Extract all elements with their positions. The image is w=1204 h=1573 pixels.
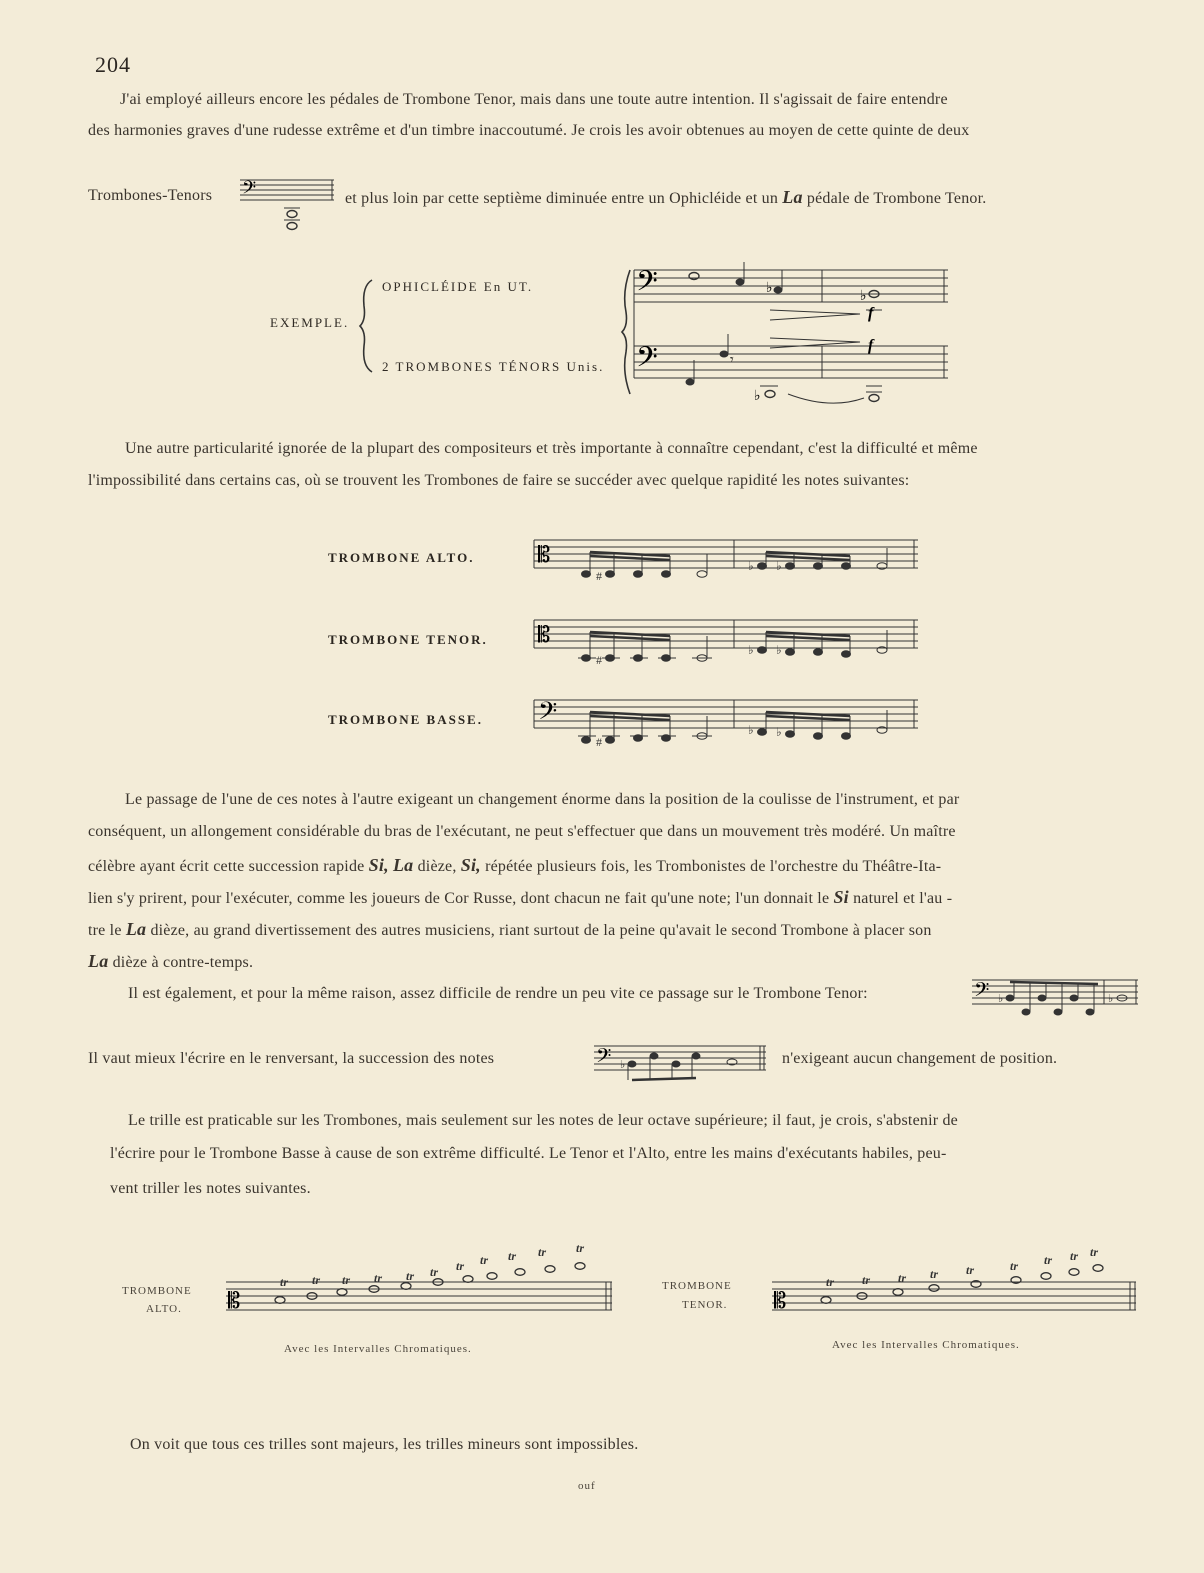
example1-staff2-label: 2 TROMBONES TÉNORS Unis.: [382, 359, 605, 374]
paragraph1-la: La: [782, 187, 803, 207]
paragraph3-line7: Il est également, et pour la même raison, assez difficile de rendre un peu vite ce passage sur le Trombone Tenor:: [128, 985, 868, 1002]
footer-mark: ouf: [578, 1480, 596, 1492]
paragraph3-line4b: naturel et l'au -: [853, 890, 953, 907]
svg-text:tr: tr: [374, 1271, 383, 1285]
svg-text:tr: tr: [280, 1275, 289, 1289]
example1-score: [620, 262, 952, 412]
svg-text:♭: ♭: [1108, 993, 1114, 1005]
trill-tenor-label-1: TROMBONE: [662, 1280, 732, 1292]
paragraph1-line1: J'ai employé ailleurs encore les pédales de Trombone Tenor, mais dans une toute autre intention. Il s'agissait de faire entendre: [120, 91, 948, 108]
svg-text:♭: ♭: [754, 389, 761, 404]
svg-text:♭: ♭: [998, 993, 1004, 1005]
svg-text:tr: tr: [480, 1253, 489, 1267]
svg-text:𝄡: 𝄡: [538, 623, 551, 648]
svg-text:♭: ♭: [860, 289, 867, 304]
svg-text:tr: tr: [966, 1263, 975, 1277]
example1-label: EXEMPLE.: [270, 315, 350, 330]
note-si-3: Si: [833, 887, 849, 907]
svg-text:tr: tr: [898, 1271, 907, 1285]
svg-text:𝄢: 𝄢: [974, 978, 990, 1006]
note-la-2: La: [125, 919, 147, 939]
paragraph3-line3c: répétée plusieurs fois, les Trombonistes de l'orchestre du Théâtre-Ita-: [485, 858, 942, 875]
svg-text:♭: ♭: [776, 559, 782, 573]
svg-text:tr: tr: [1010, 1259, 1019, 1273]
svg-text:♭: ♭: [776, 643, 782, 657]
note-la-1: La: [392, 855, 414, 875]
svg-text:tr: tr: [538, 1245, 547, 1259]
passage-staff: [970, 974, 1142, 1018]
svg-text:tr: tr: [508, 1249, 517, 1263]
trill-tenor-label-2: TENOR.: [682, 1299, 728, 1311]
trill-alto-label-1: TROMBONE: [122, 1285, 192, 1297]
example1-brace: [358, 276, 378, 376]
svg-text:𝄢: 𝄢: [538, 697, 558, 732]
paragraph2-line1: Une autre particularité ignorée de la plupart des compositeurs et très importante à connaître cependant, c'est la difficulté et même: [125, 440, 978, 457]
svg-text:𝄾: 𝄾: [730, 353, 734, 368]
svg-text:f: f: [868, 305, 874, 322]
svg-text:tr: tr: [456, 1259, 465, 1273]
svg-text:tr: tr: [862, 1273, 871, 1287]
svg-text:tr: tr: [342, 1273, 351, 1287]
trill-alto-label-2: ALTO.: [146, 1303, 182, 1315]
paragraph3-line4: [88, 887, 952, 908]
example2-alto-label: TROMBONE ALTO.: [328, 550, 475, 565]
paragraph3-line5b: dièze, au grand divertissement des autres musiciens, riant surtout de la peine qu'avait le second Trombone à placer son: [150, 922, 932, 939]
paragraph4-line3: vent triller les notes suivantes.: [110, 1180, 311, 1197]
paragraph1-line3-end: pédale de Trombone Tenor.: [806, 190, 987, 207]
paragraph3-line3b: dièze,: [417, 858, 457, 875]
paragraph3-line8b: n'exigeant aucun changement de position.: [782, 1050, 1058, 1067]
paragraph3-line5a: tre le: [88, 922, 122, 939]
paragraph1-line3-left: Trombones-Tenors: [88, 187, 213, 204]
paragraph1-line3-text: et plus loin par cette septième diminuée entre un Ophicléide et un: [345, 190, 779, 207]
paragraph3-line6: [88, 951, 253, 972]
reversed-staff: [592, 1040, 772, 1086]
svg-text:𝄢: 𝄢: [242, 178, 257, 203]
paragraph3-line6-text: dièze à contre-temps.: [112, 954, 254, 971]
svg-text:♭: ♭: [748, 559, 754, 573]
example2-basse-label: TROMBONE BASSE.: [328, 712, 483, 727]
trill-tenor-caption: Avec les Intervalles Chromatiques.: [832, 1339, 1020, 1351]
paragraph1-line3-right: [345, 187, 986, 208]
svg-text:♭: ♭: [748, 723, 754, 737]
svg-text:♭: ♭: [748, 643, 754, 657]
paragraph4-line2: l'écrire pour le Trombone Basse à cause de son extrême difficulté. Le Tenor et l'Alto, entre les mains d'exécutants habiles, peu-: [110, 1145, 947, 1162]
paragraph1-line2: des harmonies graves d'une rudesse extrême et d'un timbre inaccoutumé. Je crois les avoir obtenues au moyen de cette quinte de deux: [88, 122, 970, 139]
svg-text:#: #: [596, 569, 602, 583]
svg-text:#: #: [596, 653, 602, 667]
paragraph4-line1: Le trille est praticable sur les Trombones, mais seulement sur les notes de leur octave supérieure; il faut, je crois, s'abstenir de: [128, 1112, 958, 1129]
page-number: 204: [95, 52, 131, 77]
paragraph3-line2: conséquent, un allongement considérable du bras de l'exécutant, ne peut s'effectuer que dans un mouvement très modéré. Un maître: [88, 823, 956, 840]
trill-tenor-staff: [770, 1246, 1140, 1320]
trill-alto-caption: Avec les Intervalles Chromatiques.: [284, 1343, 472, 1355]
svg-text:tr: tr: [312, 1273, 321, 1287]
svg-text:𝄢: 𝄢: [636, 341, 658, 381]
svg-text:f: f: [868, 337, 874, 354]
svg-text:♭: ♭: [776, 725, 782, 739]
paragraph3-line3a: célèbre ayant écrit cette succession rapide: [88, 858, 365, 875]
note-si-1: Si,: [368, 855, 389, 875]
svg-text:𝄡: 𝄡: [538, 543, 551, 568]
svg-text:𝄢: 𝄢: [636, 265, 658, 305]
paragraph2-line2: l'impossibilité dans certains cas, où se trouvent les Trombones de faire se succéder avec quelque rapidité les notes suivantes:: [88, 472, 910, 489]
svg-text:♭: ♭: [766, 281, 773, 296]
svg-text:𝄡: 𝄡: [774, 1289, 787, 1314]
note-la-3: La: [88, 951, 109, 971]
svg-text:tr: tr: [1070, 1249, 1079, 1263]
fifth-staff: [240, 176, 336, 232]
svg-text:tr: tr: [1044, 1253, 1053, 1267]
note-si-2: Si,: [460, 855, 481, 875]
svg-text:tr: tr: [430, 1265, 439, 1279]
paragraph3-line3: [88, 855, 941, 876]
example1-staff1-label: OPHICLÉIDE En UT.: [382, 279, 534, 294]
svg-text:tr: tr: [406, 1269, 415, 1283]
paragraph3-line1: Le passage de l'une de ces notes à l'autre exigeant un changement énorme dans la position de la coulisse de l'instrument, et par: [125, 791, 960, 808]
svg-text:tr: tr: [826, 1275, 835, 1289]
svg-text:tr: tr: [1090, 1245, 1099, 1259]
paragraph3-line8a: Il vaut mieux l'écrire en le renversant, la succession des notes: [88, 1050, 495, 1067]
svg-text:tr: tr: [930, 1267, 939, 1281]
svg-text:♭: ♭: [620, 1059, 626, 1071]
svg-text:𝄢: 𝄢: [596, 1044, 612, 1072]
paragraph3-line5: [88, 919, 932, 940]
paragraph3-line4a: lien s'y prirent, pour l'exécuter, comme les joueurs de Cor Russe, dont chacun ne fait qu'une note; l'un donnait le: [88, 890, 830, 907]
svg-text:𝄡: 𝄡: [228, 1289, 241, 1314]
example2-tenor-label: TROMBONE TENOR.: [328, 632, 488, 647]
svg-text:#: #: [596, 735, 602, 749]
trill-alto-staff: [224, 1241, 616, 1320]
example2-score: [530, 530, 922, 750]
closing-line: On voit que tous ces trilles sont majeurs, les trilles mineurs sont impossibles.: [130, 1436, 639, 1453]
svg-text:tr: tr: [576, 1241, 585, 1255]
